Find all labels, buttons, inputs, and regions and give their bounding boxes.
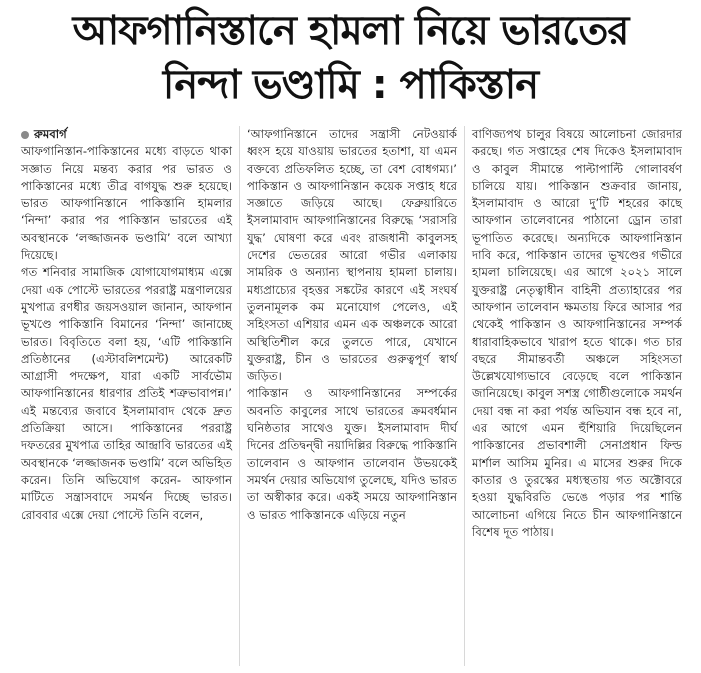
article-column-2 bbox=[239, 126, 464, 666]
headline bbox=[0, 4, 701, 112]
headline-line-2: নিন্দা ভণ্ডামি : পাকিস্তান bbox=[162, 62, 539, 108]
article-paragraph: পাকিস্তান ও আফগানিস্তানের সম্পর্কের অবনতি কাবুলের সাথে ভারতের ক্রমবর্ধমান ঘনিষ্ঠতার সাথেও যুক্ত। ইসলামাবাদ দীর্ঘ দিনের প্রতিদ্বন্দ্বী নয়াদিল্লির বিরুদ্ধে পাকিস্তানি তালেবান ও আফগান তালেবান উভয়কেই সমর্থন দেয়ার অভিযোগ তুলেছে, যদিও ভারত তা অস্বীকার করে। একই সময়ে আফগানিস্তান ও ভারত পাকিস্তানকে এড়িয়ে নতুন bbox=[247, 386, 457, 522]
article-paragraph: ‘আফগানিস্তানে তাদের সন্ত্রাসী নেটওয়ার্ক ধ্বংস হয়ে যাওয়ায় ভারতের হতাশা, যা এমন বক্তব্যে প্রতিফলিত হচ্ছে, তা বেশ বোধগম্য।’ পাকিস্তান ও আফগানিস্তান কয়েক সপ্তাহ ধরে সজ্ঞাতে জড়িয়ে আছে। ফেব্রুয়ারিতে ইসলামাবাদ আফগানিস্তানের বিরুদ্ধে ‘সরাসরি যুদ্ধ’ ঘোষণা করে এবং রাজধানী কাবুলসহ দেশের ভেতরের আরো গভীর এলাকায় সামরিক ও অন্যান্য স্থাপনায় হামলা চালায়। মধ্যপ্রাচ্যের বৃহত্তর সঙ্কটের কারণে এই সংঘর্ষ তুলনামূলক কম মনোযোগ পেলেও, এই সহিংসতা এশিয়ার এমন এক অঞ্চলকে আরো অস্থিতিশীল করে তুলতে পারে, যেখানে যুক্তরাষ্ট্র, চীন ও ভারতের গুরুত্বপূর্ণ স্বার্থ জড়িত। bbox=[247, 127, 457, 384]
headline-line-1: আফগানিস্তানে হামলা নিয়ে ভারতের bbox=[72, 8, 629, 54]
article-column-1 bbox=[14, 126, 239, 666]
article-paragraph: বাণিজ্যপথ চালুর বিষয়ে আলোচনা জোরদার করছে। গত সপ্তাহের শেষ দিকেও ইসলামাবাদ ও কাবুল সীমান্তে পাল্টাপাল্টি গোলাবর্ষণ চালিয়ে যায়। পাকিস্তান শুক্রবার জানায়, ইসলামাবাদ ও আরো দু’টি শহরের কাছে আফগান তালেবানের পাঠানো ড্রোন তারা ভূপাতিত করেছে। অন্যদিকে আফগানিস্তান দাবি করে, পাকিস্তান তাদের ভূখণ্ডের গভীরে হামলা চালিয়েছে। এর আগে ২০২১ সালে যুক্তরাষ্ট্র নেতৃত্বাধীন বাহিনী প্রত্যাহারের পর আফগান তালেবান ক্ষমতায় ফিরে আসার পর থেকেই পাকিস্তান ও আফগানিস্তানের সম্পর্ক ধারাবাহিকভাবে খারাপ হতে থাকে। গত চার বছরে সীমান্তবর্তী অঞ্চলে সহিংসতা উল্লেখযোগ্যভাবে বেড়েছে বলে পাকিস্তান জানিয়েছে। কাবুল সশস্ত্র গোষ্ঠীগুলোকে সমর্থন দেয়া বন্ধ না করা পর্যন্ত অভিযান বন্ধ হবে না, এর আগে এমন হুঁশিয়ারি দিয়েছিলেন পাকিস্তানের প্রভাবশালী সেনাপ্রধান ফিল্ড মার্শাল আসিম মুনির। এ মাসের শুরুর দিকে কাতার ও তুরস্কের মধ্যস্থতায় গত অক্টোবরে হওয়া যুদ্ধবিরতি ভেঙে পড়ার পর শান্তি আলোচনা এগিয়ে নিতে চীন আফগানিস্তানে বিশেষ দূত পাঠায়। bbox=[472, 127, 682, 539]
bullet-icon bbox=[21, 131, 29, 139]
article-body bbox=[14, 126, 691, 666]
byline bbox=[21, 126, 232, 143]
article-column-3 bbox=[464, 126, 689, 666]
byline-source: রুমবার্গ bbox=[34, 127, 67, 141]
article-paragraph: আফগানিস্তান-পাকিস্তানের মধ্যে বাড়তে থাকা সজ্ঞাত নিয়ে মন্তব্য করার পর ভারত ও পাকিস্তানের মধ্যে তীব্র বাগযুদ্ধ শুরু হয়েছে। ভারত আফগানিস্তানে পাকিস্তানি হামলার ‘নিন্দা’ করার পর পাকিস্তান ভারতের এই অবস্থানকে ‘লজ্জাজনক ভণ্ডামি’ বলে আখ্যা দিয়েছে। bbox=[21, 144, 232, 263]
article-paragraph: গত শনিবার সামাজিক যোগাযোগমাধ্যম এক্সে দেয়া এক পোস্টে ভারতের পররাষ্ট্র মন্ত্রণালয়ের মুখপাত্র রণধীর জয়সওয়াল জানান, আফগান ভূখণ্ডে পাকিস্তানি বিমানের ‘নিন্দা’ জানাচ্ছে ভারত। বিবৃতিতে বলা হয়, ‘এটি পাকিস্তানি প্রতিষ্ঠানের (এস্টাবলিশমেন্ট) আরেকটি আগ্রাসী পদক্ষেপ, যারা একটি সার্বভৌম আফগানিস্তানের ধারণার প্রতিই শত্রুভাবাপন্ন।’ এই মন্তব্যের জবাবে ইসলামাবাদ থেকে দ্রুত প্রতিক্রিয়া আসে। পাকিস্তানের পররাষ্ট্র দফতরের মুখপাত্র তাহির আন্দ্রাবি ভারতের এই অবস্থানকে ‘লজ্জাজনক ভণ্ডামি’ বলে অভিহিত করেন। তিনি অভিযোগ করেন- আফগান মাটিতে সন্ত্রাসবাদে সমর্থন দিচ্ছে ভারত। রোববার এক্সে দেয়া পোস্টে তিনি বলেন, bbox=[21, 265, 232, 522]
